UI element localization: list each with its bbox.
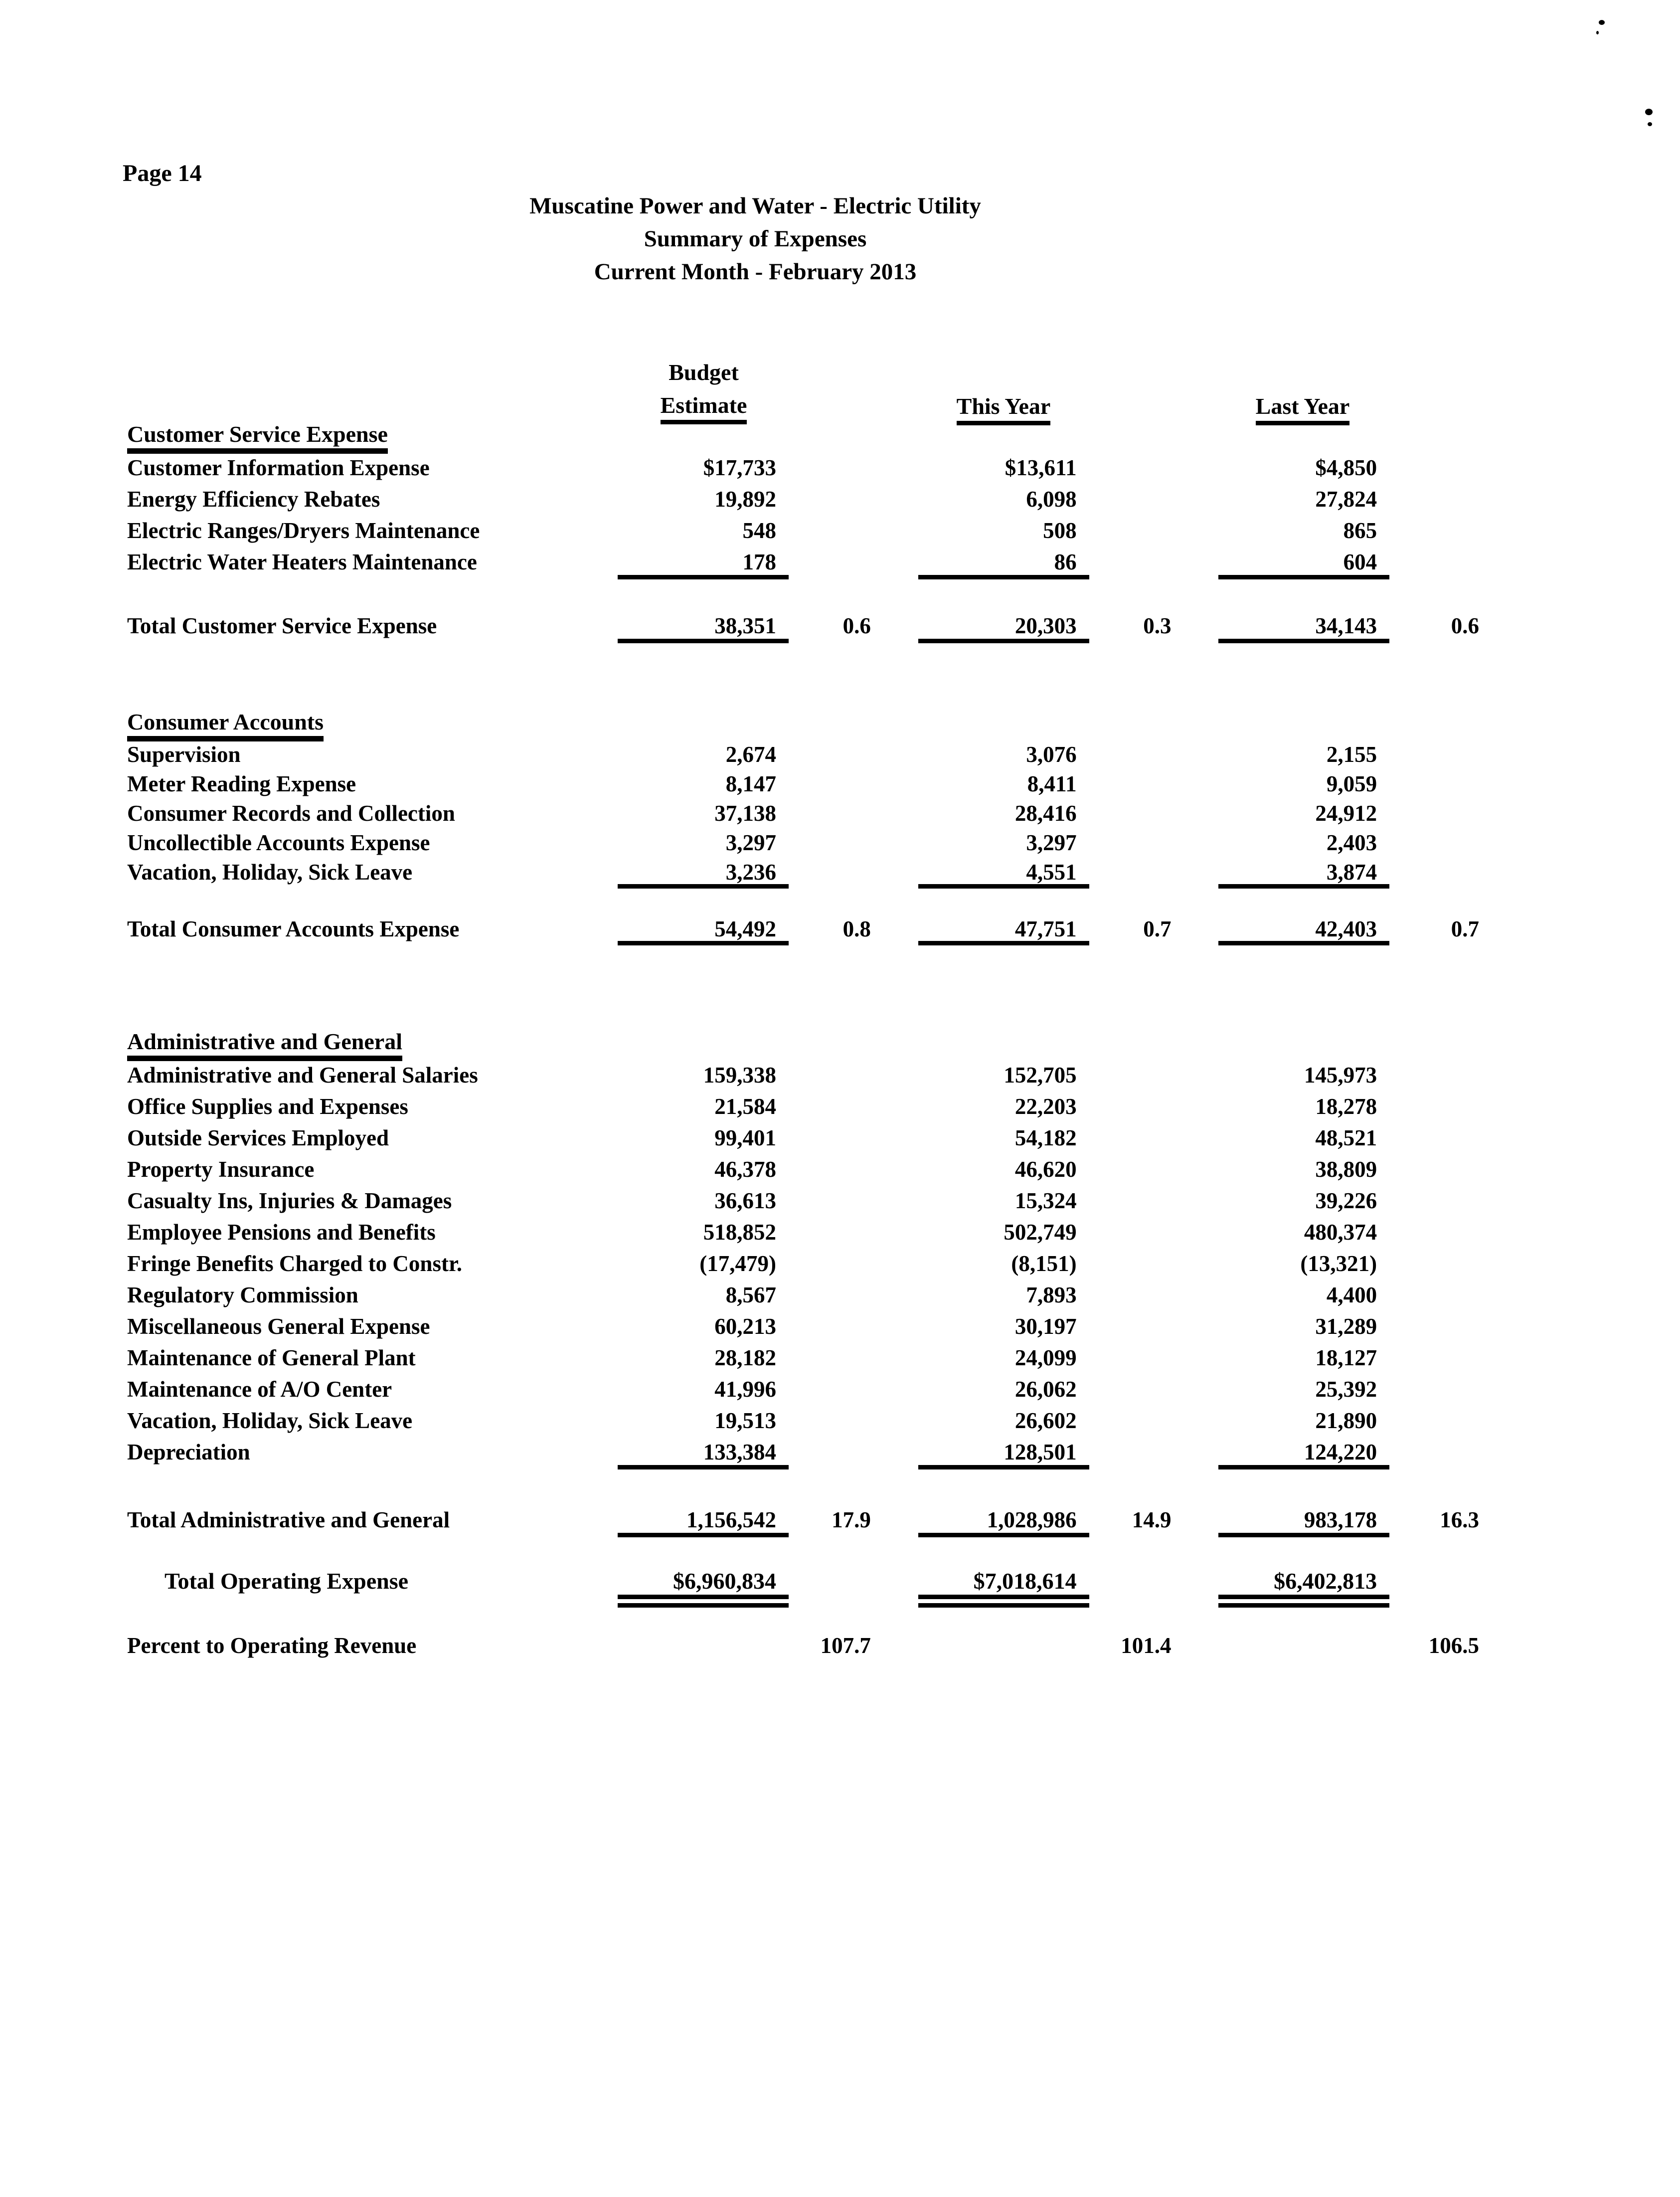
percent-row-budget-value: [618, 1632, 789, 1663]
budget-estimate-value: 99,401: [714, 1125, 777, 1150]
expense-label: Maintenance of A/O Center: [127, 1377, 392, 1402]
this-year-value: 3,297: [1026, 830, 1077, 855]
budget-estimate-pct: [789, 454, 871, 485]
budget-estimate-pct: [789, 1438, 871, 1469]
column-gap: [1171, 1061, 1218, 1093]
last-year-pct: 16.3: [1440, 1507, 1479, 1532]
column-gap: [1171, 1281, 1218, 1312]
expense-label: Total Customer Service Expense: [127, 613, 437, 638]
expense-label: Casualty Ins, Injuries & Damages: [127, 1188, 452, 1213]
column-gap: [1171, 1155, 1218, 1187]
last-year-value: 124,220: [1218, 1438, 1389, 1469]
expense-label: Depreciation: [127, 1440, 250, 1465]
this-year-value: 20,303: [918, 612, 1089, 643]
budget-estimate-value: 41,996: [714, 1377, 777, 1402]
column-header-budget-line2: Estimate: [661, 392, 747, 424]
budget-estimate-pct: [789, 1093, 871, 1124]
last-year-pct: [1389, 1061, 1479, 1093]
grand-total-this-year-pct: [1089, 1566, 1172, 1608]
budget-estimate-value: 8,567: [725, 1282, 777, 1307]
budget-estimate-value: 1,156,542: [618, 1506, 789, 1537]
budget-estimate-pct: 0.8: [842, 916, 871, 941]
last-year-pct: [1389, 1438, 1479, 1469]
expense-row: [127, 485, 1479, 517]
expense-row: [127, 800, 1479, 830]
this-year-value: 54,182: [1014, 1125, 1077, 1150]
column-gap: [1171, 741, 1218, 771]
budget-estimate-value: 46,378: [714, 1157, 777, 1182]
percent-to-operating-revenue-row: [127, 1632, 1479, 1663]
budget-estimate-value: 28,182: [714, 1345, 777, 1370]
expense-row: [127, 859, 1479, 889]
expense-row: [127, 1312, 1479, 1344]
last-year-pct: [1389, 454, 1479, 485]
scan-speck: [1599, 20, 1605, 25]
section-heading-text: Administrative and General: [127, 1029, 402, 1061]
column-gap: [1171, 1438, 1218, 1469]
last-year-pct: [1389, 517, 1479, 548]
budget-estimate-pct: [789, 548, 871, 579]
column-gap: [871, 771, 918, 800]
column-gap: [871, 1506, 918, 1537]
expense-row: [127, 1093, 1479, 1124]
expense-row: [127, 1281, 1479, 1312]
last-year-value: 24,912: [1315, 801, 1377, 826]
this-year-value: 6,098: [1026, 487, 1077, 512]
last-year-value: 21,890: [1315, 1408, 1377, 1433]
this-year-pct: [1089, 771, 1172, 800]
expense-label: Supervision: [127, 742, 241, 767]
document-title: [127, 189, 1383, 288]
this-year-pct: [1089, 1281, 1172, 1312]
expense-row: [127, 1124, 1479, 1155]
column-gap: [871, 1438, 918, 1469]
column-gap: [871, 1407, 918, 1438]
budget-estimate-value: 159,338: [703, 1063, 777, 1088]
budget-estimate-value: 3,297: [725, 830, 777, 855]
last-year-value: (13,321): [1300, 1251, 1377, 1276]
expense-label: Outside Services Employed: [127, 1125, 389, 1150]
this-year-value: 24,099: [1014, 1345, 1077, 1370]
this-year-value: 502,749: [1004, 1220, 1077, 1245]
this-year-pct: [1089, 1155, 1172, 1187]
column-gap: [871, 1281, 918, 1312]
this-year-pct: [1089, 1250, 1172, 1281]
column-gap: [1171, 1375, 1218, 1407]
last-year-value: 25,392: [1315, 1377, 1377, 1402]
budget-estimate-value: (17,479): [699, 1251, 777, 1276]
column-gap: [1171, 548, 1218, 579]
budget-estimate-value: 2,674: [725, 742, 777, 767]
column-gap: [871, 1093, 918, 1124]
last-year-pct: [1389, 1218, 1479, 1250]
this-year-value: 1,028,986: [918, 1506, 1089, 1537]
expense-label: Uncollectible Accounts Expense: [127, 830, 430, 855]
last-year-value: 983,178: [1218, 1506, 1389, 1537]
column-gap: [871, 548, 918, 579]
expense-label: Vacation, Holiday, Sick Leave: [127, 1408, 413, 1433]
page-number: Page 14: [123, 160, 202, 186]
this-year-pct: [1089, 1344, 1172, 1375]
last-year-value: 38,809: [1315, 1157, 1377, 1182]
budget-estimate-pct: [789, 830, 871, 859]
column-gap: [1171, 1250, 1218, 1281]
column-gap: [871, 1566, 918, 1608]
this-year-pct: [1089, 1124, 1172, 1155]
this-year-value: 8,411: [1027, 771, 1077, 796]
this-year-value: 508: [1043, 518, 1077, 543]
last-year-pct: [1389, 741, 1479, 771]
expense-label: Fringe Benefits Charged to Constr.: [127, 1251, 463, 1276]
this-year-pct: [1089, 1375, 1172, 1407]
expense-row: [127, 517, 1479, 548]
column-header-budget-estimate: [618, 356, 789, 422]
column-gap: [1171, 1218, 1218, 1250]
expense-label: Regulatory Commission: [127, 1282, 358, 1307]
budget-estimate-pct: [789, 1061, 871, 1093]
this-year-pct: 0.3: [1143, 613, 1172, 638]
title-line-3: Current Month - February 2013: [594, 259, 917, 285]
grand-total-budget-pct: [789, 1566, 871, 1608]
this-year-pct: 14.9: [1132, 1507, 1172, 1532]
last-year-pct: [1389, 1312, 1479, 1344]
this-year-pct: 0.7: [1143, 916, 1172, 941]
expense-label: Administrative and General Salaries: [127, 1063, 478, 1088]
last-year-value: 3,874: [1218, 859, 1389, 889]
this-year-pct: [1089, 548, 1172, 579]
this-year-value: 3,076: [1026, 742, 1077, 767]
budget-estimate-value: 36,613: [714, 1188, 777, 1213]
last-year-value: 480,374: [1304, 1220, 1377, 1245]
title-line-1: Muscatine Power and Water - Electric Utility: [529, 193, 981, 219]
this-year-value: 4,551: [918, 859, 1089, 889]
last-year-pct: [1389, 830, 1479, 859]
expense-row: [127, 830, 1479, 859]
this-year-pct: [1089, 1312, 1172, 1344]
column-gap: [1171, 1566, 1218, 1608]
last-year-pct: [1389, 1250, 1479, 1281]
last-year-value: 48,521: [1315, 1125, 1377, 1150]
last-year-pct: 0.7: [1451, 916, 1479, 941]
column-gap: [871, 1218, 918, 1250]
last-year-value: 31,289: [1315, 1314, 1377, 1339]
this-year-pct: [1089, 1218, 1172, 1250]
grand-total-this-year-value: $7,018,614: [918, 1566, 1089, 1608]
budget-estimate-pct: [789, 741, 871, 771]
last-year-pct: [1389, 548, 1479, 579]
budget-estimate-pct: 17.9: [832, 1507, 871, 1532]
last-year-value: 9,059: [1326, 771, 1377, 796]
budget-estimate-value: 3,236: [618, 859, 789, 889]
this-year-value: 22,203: [1014, 1094, 1077, 1119]
budget-estimate-pct: [789, 1375, 871, 1407]
column-gap: [871, 1250, 918, 1281]
grand-total-label: Total Operating Expense: [165, 1568, 409, 1594]
section-heading: [127, 709, 1479, 741]
expense-label: Total Administrative and General: [127, 1507, 450, 1532]
this-year-value: 152,705: [1004, 1063, 1077, 1088]
expense-label: Meter Reading Expense: [127, 771, 356, 796]
budget-estimate-pct: [789, 517, 871, 548]
budget-estimate-pct: [789, 1124, 871, 1155]
budget-estimate-value: 518,852: [703, 1220, 777, 1245]
scan-speck: [1648, 122, 1652, 126]
expense-row: [127, 1187, 1479, 1218]
this-year-value: 46,620: [1014, 1157, 1077, 1182]
column-gap: [1171, 859, 1218, 889]
column-gap: [1171, 1632, 1218, 1663]
budget-estimate-pct: [789, 485, 871, 517]
section-heading: [127, 421, 1479, 454]
column-gap: [1171, 1187, 1218, 1218]
column-gap: [871, 800, 918, 830]
section-administrative-and-general: [127, 1029, 1479, 1537]
expense-label: Miscellaneous General Expense: [127, 1314, 430, 1339]
budget-estimate-value: 19,513: [714, 1408, 777, 1433]
last-year-pct: 0.6: [1451, 613, 1479, 638]
budget-estimate-pct: [789, 1218, 871, 1250]
expense-label: Vacation, Holiday, Sick Leave: [127, 860, 413, 885]
grand-total-row: [127, 1566, 1479, 1608]
this-year-value: 15,324: [1014, 1188, 1077, 1213]
column-header-last-year: Last Year: [1256, 393, 1350, 425]
expense-row: [127, 741, 1479, 771]
this-year-pct: [1089, 1407, 1172, 1438]
percent-row-budget-pct: 107.7: [820, 1633, 871, 1658]
last-year-value: 18,278: [1315, 1094, 1377, 1119]
column-gap: [871, 1155, 918, 1187]
budget-estimate-pct: [789, 1281, 871, 1312]
expense-row: [127, 1344, 1479, 1375]
column-gap: [871, 454, 918, 485]
last-year-value: $4,850: [1315, 455, 1377, 480]
budget-estimate-pct: [789, 859, 871, 889]
section-consumer-accounts: [127, 709, 1479, 945]
expense-row: [127, 1438, 1479, 1469]
scan-speck: [1596, 31, 1599, 34]
last-year-value: 18,127: [1315, 1345, 1377, 1370]
this-year-value: 30,197: [1014, 1314, 1077, 1339]
column-gap: [1171, 916, 1218, 945]
budget-estimate-value: 38,351: [618, 612, 789, 643]
last-year-pct: [1389, 771, 1479, 800]
last-year-pct: [1389, 1124, 1479, 1155]
percent-row-last-year-pct: 106.5: [1428, 1633, 1479, 1658]
this-year-pct: [1089, 830, 1172, 859]
last-year-value: 145,973: [1304, 1063, 1377, 1088]
this-year-value: 7,893: [1026, 1282, 1077, 1307]
column-gap: [1171, 612, 1218, 643]
column-gap: [1171, 800, 1218, 830]
expense-label: Energy Efficiency Rebates: [127, 487, 380, 512]
expense-label: Total Consumer Accounts Expense: [127, 916, 460, 941]
column-gap: [1171, 830, 1218, 859]
column-gap: [871, 1344, 918, 1375]
last-year-pct: [1389, 859, 1479, 889]
last-year-value: 2,155: [1326, 742, 1377, 767]
last-year-value: 2,403: [1326, 830, 1377, 855]
column-header-budget-line1: Budget: [669, 360, 739, 385]
last-year-pct: [1389, 1407, 1479, 1438]
this-year-value: 47,751: [918, 916, 1089, 945]
expense-label: Employee Pensions and Benefits: [127, 1220, 436, 1245]
percent-row-label: Percent to Operating Revenue: [127, 1633, 417, 1658]
expense-row: [127, 1155, 1479, 1187]
this-year-value: $13,611: [1005, 455, 1077, 480]
expense-row: [127, 1250, 1479, 1281]
column-gap: [1171, 1124, 1218, 1155]
budget-estimate-value: 548: [742, 518, 777, 543]
expense-label: Customer Information Expense: [127, 455, 430, 480]
grand-total-last-year-value: $6,402,813: [1218, 1566, 1389, 1608]
column-gap: [1171, 1093, 1218, 1124]
this-year-pct: [1089, 859, 1172, 889]
column-gap: [871, 485, 918, 517]
section-total-row: [127, 1506, 1479, 1537]
budget-estimate-pct: [789, 1407, 871, 1438]
expense-label: Office Supplies and Expenses: [127, 1094, 408, 1119]
this-year-pct: [1089, 741, 1172, 771]
this-year-pct: [1089, 517, 1172, 548]
column-gap: [1171, 517, 1218, 548]
column-gap: [1171, 1407, 1218, 1438]
this-year-pct: [1089, 1093, 1172, 1124]
this-year-pct: [1089, 1187, 1172, 1218]
section-heading: [127, 1029, 1479, 1061]
last-year-value: 4,400: [1326, 1282, 1377, 1307]
expense-label: Consumer Records and Collection: [127, 801, 455, 826]
expense-row: [127, 1061, 1479, 1093]
last-year-pct: [1389, 1281, 1479, 1312]
budget-estimate-pct: [789, 1344, 871, 1375]
this-year-pct: [1089, 454, 1172, 485]
budget-estimate-value: 19,892: [714, 487, 777, 512]
expense-label: Electric Water Heaters Maintenance: [127, 549, 477, 574]
expense-label: Electric Ranges/Dryers Maintenance: [127, 518, 480, 543]
budget-estimate-pct: [789, 800, 871, 830]
column-header-this-year: This Year: [957, 393, 1051, 425]
section-heading-text: Consumer Accounts: [127, 709, 324, 741]
budget-estimate-value: 54,492: [618, 916, 789, 945]
section-heading-text: Customer Service Expense: [127, 421, 388, 454]
last-year-pct: [1389, 485, 1479, 517]
column-gap: [871, 612, 918, 643]
percent-row-last-year-value: [1218, 1632, 1389, 1663]
expense-row: [127, 454, 1479, 485]
column-gap: [871, 1061, 918, 1093]
column-gap: [871, 1312, 918, 1344]
last-year-pct: [1389, 1187, 1479, 1218]
last-year-value: 34,143: [1218, 612, 1389, 643]
section-total-row: [127, 916, 1479, 945]
column-gap: [871, 1375, 918, 1407]
column-gap: [1171, 485, 1218, 517]
this-year-pct: [1089, 800, 1172, 830]
column-gap: [871, 1187, 918, 1218]
this-year-value: 26,602: [1014, 1408, 1077, 1433]
last-year-value: 42,403: [1218, 916, 1389, 945]
budget-estimate-value: 21,584: [714, 1094, 777, 1119]
this-year-value: 28,416: [1014, 801, 1077, 826]
column-gap: [871, 859, 918, 889]
last-year-value: 865: [1343, 518, 1377, 543]
budget-estimate-value: 37,138: [714, 801, 777, 826]
budget-estimate-pct: [789, 1155, 871, 1187]
budget-estimate-pct: [789, 1187, 871, 1218]
column-gap: [871, 830, 918, 859]
scan-speck: [1645, 109, 1653, 115]
this-year-value: 26,062: [1014, 1377, 1077, 1402]
budget-estimate-pct: 0.6: [842, 613, 871, 638]
column-gap: [871, 1124, 918, 1155]
this-year-value: 128,501: [918, 1438, 1089, 1469]
grand-total-budget-value: $6,960,834: [618, 1566, 789, 1608]
column-gap: [871, 517, 918, 548]
section-total-row: [127, 612, 1479, 643]
last-year-pct: [1389, 1344, 1479, 1375]
column-gap: [1171, 771, 1218, 800]
column-gap: [871, 1632, 918, 1663]
section-customer-service-expense: [127, 421, 1479, 643]
expense-row: [127, 1407, 1479, 1438]
last-year-value: 604: [1218, 548, 1389, 579]
last-year-value: 27,824: [1315, 487, 1377, 512]
percent-row-this-year-pct: 101.4: [1121, 1633, 1172, 1658]
column-gap: [1171, 1506, 1218, 1537]
budget-estimate-value: 133,384: [618, 1438, 789, 1469]
expense-label: Property Insurance: [127, 1157, 315, 1182]
column-gap: [1171, 454, 1218, 485]
budget-estimate-value: $17,733: [703, 455, 777, 480]
budget-estimate-value: 60,213: [714, 1314, 777, 1339]
title-line-2: Summary of Expenses: [644, 226, 867, 252]
budget-estimate-value: 8,147: [725, 771, 777, 796]
column-gap: [1171, 1312, 1218, 1344]
this-year-pct: [1089, 485, 1172, 517]
this-year-value: 86: [918, 548, 1089, 579]
last-year-pct: [1389, 1155, 1479, 1187]
grand-total-last-year-pct: [1389, 1566, 1479, 1608]
expense-row: [127, 771, 1479, 800]
last-year-pct: [1389, 1375, 1479, 1407]
column-gap: [1171, 1344, 1218, 1375]
this-year-pct: [1089, 1438, 1172, 1469]
last-year-pct: [1389, 800, 1479, 830]
column-gap: [871, 741, 918, 771]
expense-row: [127, 1218, 1479, 1250]
column-gap: [871, 916, 918, 945]
expense-row: [127, 548, 1479, 579]
percent-row-this-year-value: [918, 1632, 1089, 1663]
budget-estimate-value: 178: [618, 548, 789, 579]
last-year-value: 39,226: [1315, 1188, 1377, 1213]
budget-estimate-pct: [789, 1312, 871, 1344]
this-year-pct: [1089, 1061, 1172, 1093]
expense-label: Maintenance of General Plant: [127, 1345, 416, 1370]
budget-estimate-pct: [789, 1250, 871, 1281]
this-year-value: (8,151): [1011, 1251, 1077, 1276]
budget-estimate-pct: [789, 771, 871, 800]
last-year-pct: [1389, 1093, 1479, 1124]
expense-row: [127, 1375, 1479, 1407]
